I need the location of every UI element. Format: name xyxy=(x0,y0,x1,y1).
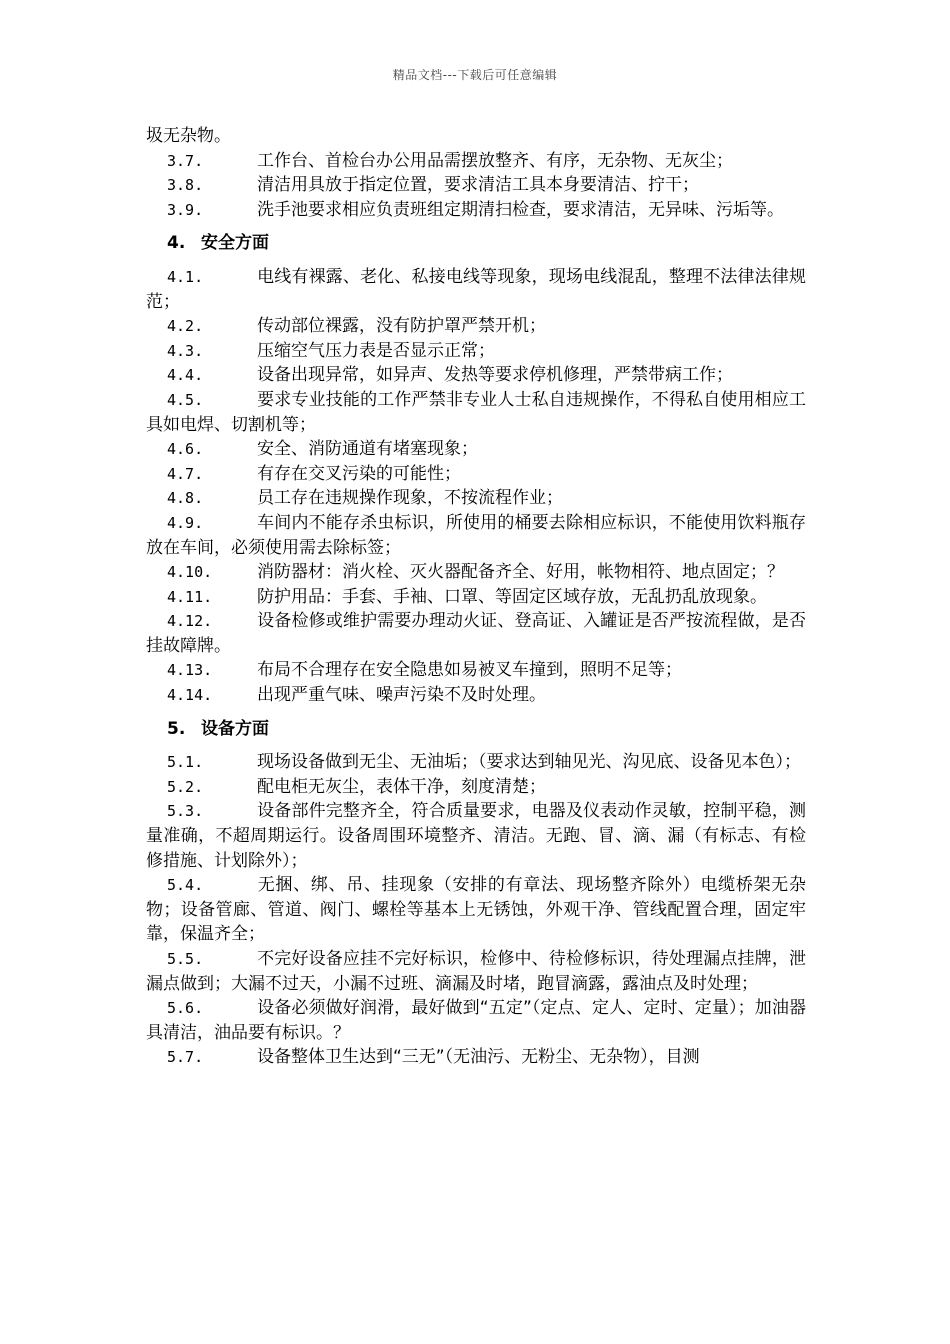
list-item xyxy=(146,437,806,462)
list-item xyxy=(146,658,806,683)
item-text: 现场设备做到无尘、无油垢；（要求达到轴见光、沟见底、设备见本色）； xyxy=(257,752,801,773)
item-text: 安全、消防通道有堵塞现象； xyxy=(257,439,478,460)
item-number: 3.7. xyxy=(167,151,204,170)
item-text: 清洁用具放于指定位置，要求清洁工具本身要清洁、拧干； xyxy=(257,175,699,196)
list-item xyxy=(146,750,806,775)
page-header: 精品文档---下载后可任意编辑 xyxy=(392,68,558,82)
item-text: 设备整体卫生达到“三无”（无油污、无粉尘、无杂物），目测 xyxy=(257,1047,700,1068)
item-text: 洗手池要求相应负责班组定期清扫检查，要求清洁，无异味、污垢等。 xyxy=(257,199,784,220)
item-number: 5.1. xyxy=(167,753,204,772)
item-text: 车间内不能存杀虫标识，所使用的桶要去除相应标识，不能使用饮料瓶存放在车间，必须使用需去除标签； xyxy=(146,512,806,558)
item-number: 5.4. xyxy=(167,876,204,895)
item-number: 4.3. xyxy=(167,341,204,360)
item-text: 压缩空气压力表是否显示正常； xyxy=(257,340,495,361)
item-number: 5.6. xyxy=(167,999,204,1018)
item-number: 4.1. xyxy=(167,267,204,286)
list-item xyxy=(146,1045,806,1070)
item-number: 3.8. xyxy=(167,176,204,195)
item-number: 4.9. xyxy=(167,513,204,532)
item-text: 设备必须做好润滑，最好做到“五定”（定点、定人、定时、定量）；加油器具清洁，油品要有标识。？ xyxy=(146,998,806,1043)
item-text: 布局不合理存在安全隐患如易被叉车撞到，照明不足等； xyxy=(257,660,682,681)
item-text: 员工存在违规操作现象，不按流程作业； xyxy=(257,488,563,509)
section-number: 4. xyxy=(167,233,186,254)
item-number: 4.2. xyxy=(167,317,204,336)
item-text: 无捆、绑、吊、挂现象（安排的有章法、现场整齐除外）电缆桥架无杂物；设备管廊、管道、阀门、螺栓等基本上无锈蚀，外观干净、管线配置合理，固定牢靠，保温齐全； xyxy=(146,875,806,945)
item-text: 配电柜无灰尘，表体干净，刻度清楚； xyxy=(257,776,546,797)
section-title: 安全方面 xyxy=(201,233,269,254)
item-text: 设备部件完整齐全，符合质量要求，电器及仪表动作灵敏，控制平稳，测量准确，不超周期运行。设备周围环境整齐、清洁。无跑、冒、滴、漏（有标志、有检修措施、计划除外）； xyxy=(146,801,806,871)
list-item xyxy=(146,683,806,708)
list-item xyxy=(146,265,806,314)
item-text: 电线有裸露、老化、私接电线等现象，现场电线混乱，整理不法律法律规范； xyxy=(146,266,806,312)
list-item xyxy=(146,996,806,1045)
list-item xyxy=(146,198,806,223)
list-item xyxy=(146,339,806,364)
list-item xyxy=(146,388,806,437)
item-text: 不完好设备应挂不完好标识，检修中、待检修标识，待处理漏点挂牌，泄漏点做到；大漏不过天，小漏不过班、滴漏及时堵，跑冒滴露，露油点及时处理； xyxy=(146,949,806,994)
item-text: 防护用品：手套、手袖、口罩、等固定区域存放，无乱扔乱放现象。 xyxy=(257,586,767,607)
item-number: 5.3. xyxy=(167,802,204,821)
list-item xyxy=(146,511,806,560)
list-item xyxy=(146,462,806,487)
section-title: 设备方面 xyxy=(201,718,269,739)
item-number: 3.9. xyxy=(167,200,204,219)
item-text: 消防器材：消火栓、灭火器配备齐全、好用，帐物相符、地点固定；？ xyxy=(257,562,784,583)
item-number: 4.11. xyxy=(167,587,213,606)
list-item xyxy=(146,873,806,947)
list-item xyxy=(146,947,806,996)
list-item xyxy=(146,775,806,800)
item-text: 设备检修或维护需要办理动火证、登高证、入罐证是否严按流程做，是否挂故障牌。 xyxy=(146,611,806,656)
item-number: 4.12. xyxy=(167,612,213,631)
list-item xyxy=(146,585,806,610)
item-text: 设备出现异常，如异声、发热等要求停机修理，严禁带病工作； xyxy=(257,365,733,386)
list-item xyxy=(146,560,806,585)
item-number: 5.2. xyxy=(167,777,204,796)
item-number: 4.8. xyxy=(167,489,204,508)
item-text: 传动部位裸露，没有防护罩严禁开机； xyxy=(257,316,546,337)
item-number: 4.7. xyxy=(167,464,204,483)
item-number: 5.5. xyxy=(167,950,204,968)
item-text: 工作台、首检台办公用品需摆放整齐、有序，无杂物、无灰尘； xyxy=(257,150,733,171)
list-item xyxy=(146,149,806,174)
list-item xyxy=(146,173,806,198)
item-number: 4.5. xyxy=(167,390,204,409)
item-number: 4.10. xyxy=(167,563,213,582)
item-text: 出现严重气味、噪声污染不及时处理。 xyxy=(257,685,546,706)
list-item xyxy=(146,486,806,511)
item-number: 4.14. xyxy=(167,686,213,705)
list-item xyxy=(146,363,806,388)
item-text: 有存在交叉污染的可能性； xyxy=(257,463,461,484)
list-item xyxy=(146,314,806,339)
document-body xyxy=(146,124,806,1070)
section-heading xyxy=(146,231,806,256)
item-text: 要求专业技能的工作严禁非专业人士私自违规操作，不得私自使用相应工具如电焊、切割机等； xyxy=(146,389,806,435)
paragraph-text: 圾无杂物。 xyxy=(146,126,231,146)
list-item xyxy=(146,799,806,873)
item-number: 4.4. xyxy=(167,366,204,385)
item-number: 4.13. xyxy=(167,661,213,680)
list-item xyxy=(146,609,806,658)
item-number: 4.6. xyxy=(167,440,204,459)
item-number: 5.7. xyxy=(167,1048,204,1067)
section-heading xyxy=(146,717,806,742)
section-number: 5. xyxy=(167,718,186,739)
